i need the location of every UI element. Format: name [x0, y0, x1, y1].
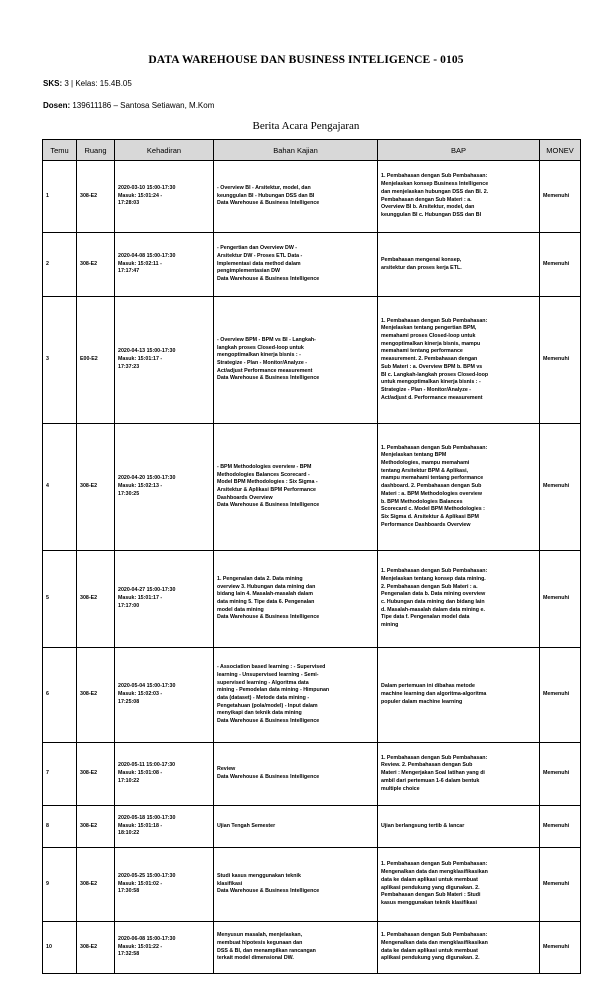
cell-monev: Memenuhi	[540, 806, 581, 848]
cell-bap: 1. Pembahasan dengan Sub Pembahasan: Review. 2. Pembahasan dengan Sub Materi : Mengerjakan Soal latihan yang di ambil dari pertemuan 1-6 dalam bentuk multiple choice	[378, 743, 540, 806]
header-temu: Temu	[43, 140, 77, 161]
cell-bap: 1. Pembahasan dengan Sub Pembahasan: Menjelaskan tentang konsep data mining. 2. Pembahasan dengan Sub Materi : a. Pengenalan data b. Data mining overview c. Hubungan data mining dan bidang lain d. Masalah-masalah dalam data mining e. Tipe data f. Pengenalan model data mining	[378, 551, 540, 648]
section-subtitle: Berita Acara Pengajaran	[252, 120, 360, 132]
dosen-value: 139611186 – Santosa Setiawan, M.Kom	[72, 101, 215, 110]
cell-bap: 1. Pembahasan dengan Sub Pembahasan: Menjelaskan tentang pengertian BPM, memahami proses Closed-loop untuk mengoptimalkan kinerja bisnis, mampu memahami tentang performance measurement. 2. Pembahasan dengan Sub Materi : a. Overview BPM b. BPM vs BI c. Langkah-langkah proses Closed-loop untuk mengoptimalkan kinerja bisnis : - Strategize - Plan - Monitor/Analyze - Act/adjust d. Performance measurement	[378, 297, 540, 424]
cell-temu: 8	[43, 806, 77, 848]
cell-monev: Memenuhi	[540, 551, 581, 648]
sks-value: 3 | Kelas: 15.4B.05	[64, 79, 132, 88]
cell-ruang: 308-E2	[77, 743, 115, 806]
table-row	[43, 161, 581, 233]
cell-temu: 9	[43, 848, 77, 922]
cell-temu: 1	[43, 161, 77, 233]
cell-bap: Dalam pertemuan ini dibahas metode machine learning dan algoritma-algoritma populer dalam machine learning	[378, 648, 540, 743]
cell-temu: 2	[43, 233, 77, 297]
cell-monev: Memenuhi	[540, 648, 581, 743]
table-row	[43, 297, 581, 424]
cell-monev: Memenuhi	[540, 848, 581, 922]
cell-kehadiran: 2020-04-13 15:00-17:30 Masuk: 15:01:17 - 17:37:23	[115, 297, 214, 424]
header-bahan-kajian: Bahan Kajian	[214, 140, 378, 161]
document-title: DATA WAREHOUSE DAN BUSINESS INTELIGENCE - 0105	[148, 54, 464, 66]
cell-bahan-kajian: - Pengertian dan Overview DW - Arsitektur DW - Proses ETL Data - Implementasi data method dalam pengimplementasian DW Data Warehouse & Business Intelligence	[214, 233, 378, 297]
cell-bahan-kajian: - Association based learning : - Supervised learning - Unsupervised learning - Semi- supervised learning - Algoritma data mining - Pemodelan data mining - Himpunan data (dataset) - Metode data mining - Pengetahuan (pola/model) - Input dalam menyikapi dan teknik data mining Data Warehouse & Business Intelligence	[214, 648, 378, 743]
cell-kehadiran: 2020-05-11 15:00-17:30 Masuk: 15:01:08 - 17:10:22	[115, 743, 214, 806]
cell-bahan-kajian: Review Data Warehouse & Business Intelligence	[214, 743, 378, 806]
cell-ruang: 308-E2	[77, 848, 115, 922]
cell-monev: Memenuhi	[540, 233, 581, 297]
cell-bap: 1. Pembahasan dengan Sub Pembahasan: Mengenalkan data dan mengklasifikasikan data ke dalam aplikasi untuk membuat aplikasi pendukung yang digunakan. 2. Pembahasan dengan Sub Materi : Studi kasus menggunakan teknik klasifikasi	[378, 848, 540, 922]
cell-bahan-kajian: - Overview BI - Arsitektur, model, dan keunggulan BI - Hubungan DSS dan BI Data Warehouse & Business Intelligence	[214, 161, 378, 233]
header-ruang: Ruang	[77, 140, 115, 161]
cell-ruang: 308-E2	[77, 922, 115, 974]
cell-monev: Memenuhi	[540, 922, 581, 974]
cell-monev: Memenuhi	[540, 297, 581, 424]
cell-temu: 4	[43, 424, 77, 551]
table-row	[43, 233, 581, 297]
cell-kehadiran: 2020-05-04 15:00-17:30 Masuk: 15:02:03 - 17:25:08	[115, 648, 214, 743]
cell-bap: Ujian berlangsung tertib & lancar	[378, 806, 540, 848]
header-bap: BAP	[378, 140, 540, 161]
cell-ruang: 308-E2	[77, 233, 115, 297]
teaching-record-table	[42, 139, 581, 974]
table-row	[43, 424, 581, 551]
cell-bahan-kajian: Ujian Tengah Semester	[214, 806, 378, 848]
cell-temu: 7	[43, 743, 77, 806]
cell-kehadiran: 2020-04-27 15:00-17:30 Masuk: 15:01:17 - 17:17:00	[115, 551, 214, 648]
cell-bap: Pembahasan mengenai konsep, arsitektur dan proses kerja ETL.	[378, 233, 540, 297]
dosen-line	[43, 101, 214, 110]
header-monev: MONEV	[540, 140, 581, 161]
table-row	[43, 648, 581, 743]
cell-kehadiran: 2020-05-25 15:00-17:30 Masuk: 15:01:02 - 17:30:58	[115, 848, 214, 922]
cell-ruang: 308-E2	[77, 161, 115, 233]
table-row	[43, 848, 581, 922]
cell-temu: 5	[43, 551, 77, 648]
cell-kehadiran: 2020-05-18 15:00-17:30 Masuk: 15:01:18 - 18:10:22	[115, 806, 214, 848]
cell-ruang: 308-E2	[77, 424, 115, 551]
cell-bap: 1. Pembahasan dengan Sub Pembahasan: Mengenalkan data dan mengklasifikasikan data ke dalam aplikasi untuk membuat aplikasi pendukung yang digunakan. 2.	[378, 922, 540, 974]
cell-ruang: 308-E2	[77, 806, 115, 848]
header-kehadiran: Kehadiran	[115, 140, 214, 161]
table-row	[43, 551, 581, 648]
cell-ruang: 308-E2	[77, 648, 115, 743]
cell-bap: 1. Pembahasan dengan Sub Pembahasan: Menjelaskan konsep Business Intelligence dan menjelaskan hubungan DSS dan BI. 2. Pembahasan dengan Sub Materi : a. Overview BI b. Arsitektur, model, dan keunggulan BI c. Hubungan DSS dan BI	[378, 161, 540, 233]
dosen-label: Dosen:	[43, 101, 71, 110]
cell-monev: Memenuhi	[540, 743, 581, 806]
cell-kehadiran: 2020-04-20 15:00-17:30 Masuk: 15:02:13 - 17:30:25	[115, 424, 214, 551]
cell-bahan-kajian: - BPM Methodologies overview - BPM Methodologies Balances Scorecard - Model BPM Methodologies : Six Sigma - Arsitektur & Aplikasi BPM Performance Dashboards Overview Data Warehouse & Business Intelligence	[214, 424, 378, 551]
sks-line	[43, 79, 132, 88]
cell-temu: 10	[43, 922, 77, 974]
cell-bahan-kajian: - Overview BPM - BPM vs BI - Langkah- langkah proses Closed-loop untuk mengoptimalkan kinerja bisnis : - Strategize - Plan - Monitor/Analyze - Act/adjust Performance measurement Data Warehouse & Business Intelligence	[214, 297, 378, 424]
table-row	[43, 743, 581, 806]
cell-monev: Memenuhi	[540, 161, 581, 233]
cell-temu: 3	[43, 297, 77, 424]
cell-kehadiran: 2020-03-10 15:00-17:30 Masuk: 15:01:24 - 17:28:03	[115, 161, 214, 233]
cell-kehadiran: 2020-04-08 15:00-17:30 Masuk: 15:02:11 - 17:17:47	[115, 233, 214, 297]
cell-ruang: E00-E2	[77, 297, 115, 424]
table-header-row	[43, 140, 581, 161]
cell-monev: Memenuhi	[540, 424, 581, 551]
cell-kehadiran: 2020-06-08 15:00-17:30 Masuk: 15:01:22 - 17:32:58	[115, 922, 214, 974]
cell-temu: 6	[43, 648, 77, 743]
sks-label: SKS:	[43, 79, 63, 88]
table-row	[43, 806, 581, 848]
cell-bahan-kajian: 1. Pengenalan data 2. Data mining overview 3. Hubungan data mining dan bidang lain 4. Masalah-masalah dalam data mining 5. Tipe data 6. Pengenalan model data mining Data Warehouse & Business Intelligence	[214, 551, 378, 648]
table-row	[43, 922, 581, 974]
cell-bahan-kajian: Studi kasus menggunakan teknik klasifikasi Data Warehouse & Business Intelligence	[214, 848, 378, 922]
cell-bap: 1. Pembahasan dengan Sub Pembahasan: Menjelaskan tentang BPM Methodologies, mampu memahami tentang Arsitektur BPM & Aplikasi, mampu memahami tentang performance dashboard. 2. Pembahasan dengan Sub Materi : a. BPM Methodologies overview b. BPM Methodologies Balances Scorecard c. Model BPM Methodologies : Six Sigma d. Arsitektur & Aplikasi BPM Performance Dashboards Overview	[378, 424, 540, 551]
cell-ruang: 308-E2	[77, 551, 115, 648]
cell-bahan-kajian: Menyusun masalah, menjelaskan, membuat hipotesis kegunaan dan DSS & BI, dan menampilkan rancangan terkait model dimensional DW.	[214, 922, 378, 974]
